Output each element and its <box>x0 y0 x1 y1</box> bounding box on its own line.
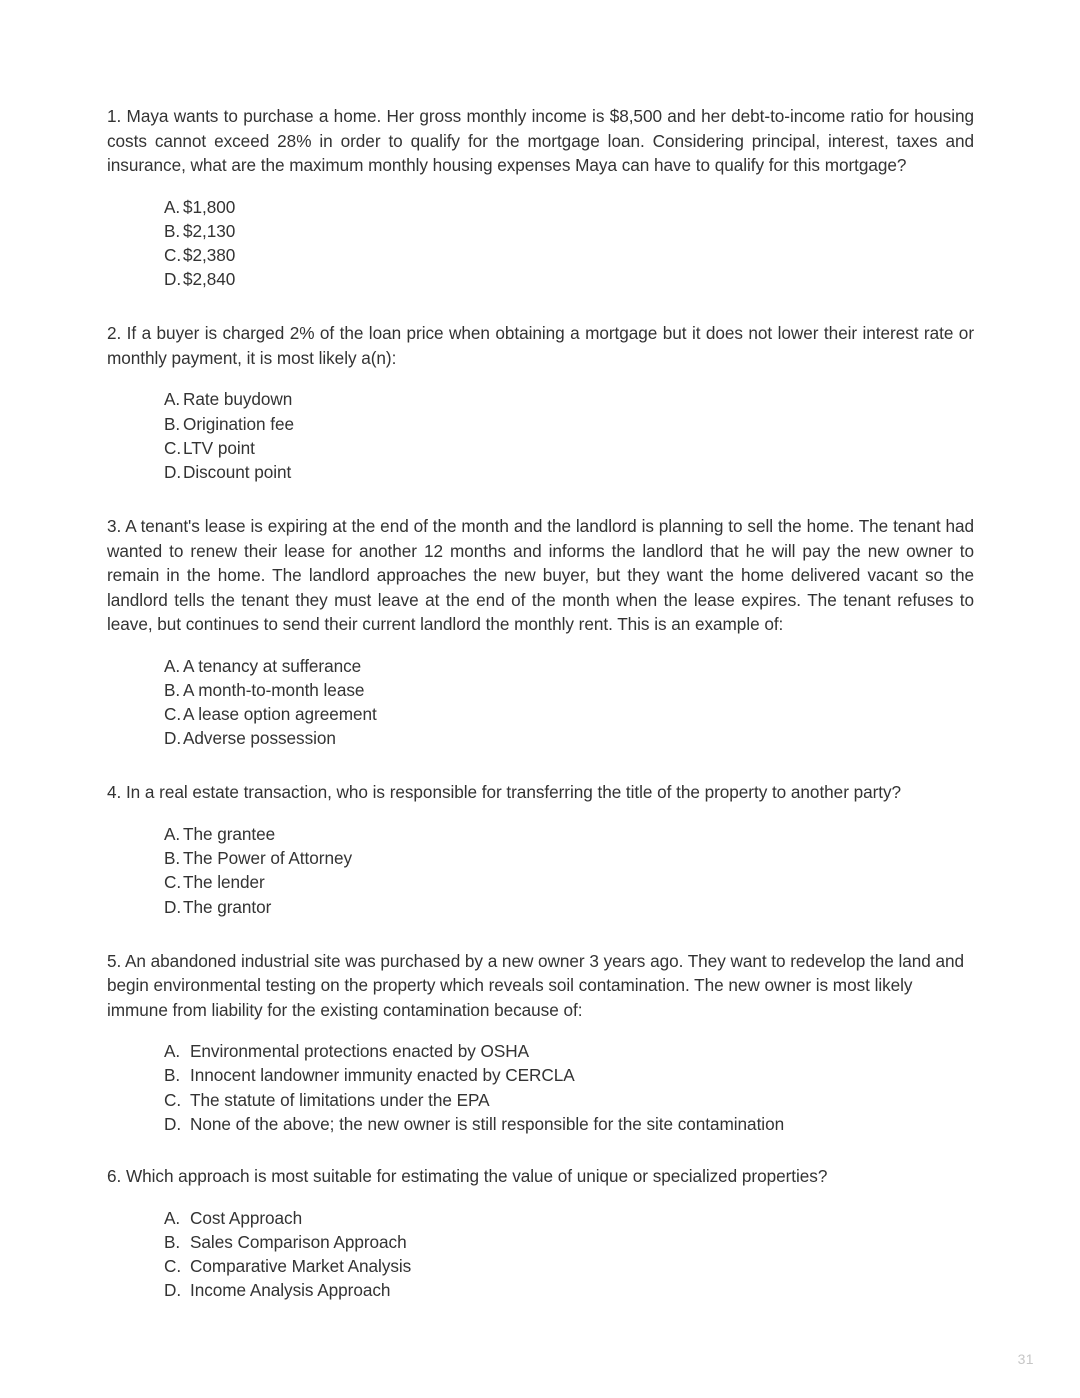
option-text: None of the above; the new owner is still responsible for the site contamination <box>190 1113 785 1134</box>
question-text-4: 4. In a real estate transaction, who is responsible for transferring the title of the property to another party? <box>107 782 902 803</box>
answer-option[interactable] <box>164 1230 974 1254</box>
option-text: Rate buydown <box>183 389 293 410</box>
question-block-2 <box>107 321 974 484</box>
answer-option[interactable] <box>164 1112 974 1136</box>
questions-container <box>107 104 974 1332</box>
option-letter: A. <box>164 823 181 844</box>
option-letter: A. <box>164 389 181 410</box>
option-text: LTV point <box>183 437 255 458</box>
option-text: The lender <box>183 872 265 893</box>
option-letter: A. <box>164 1207 181 1228</box>
option-letter: C. <box>164 704 182 725</box>
option-letter: D. <box>164 269 182 290</box>
answer-options-1 <box>107 195 974 292</box>
option-letter: B. <box>164 1231 181 1252</box>
question-block-6 <box>107 1164 974 1302</box>
option-letter: B. <box>164 1065 181 1086</box>
answer-option[interactable] <box>164 1278 974 1302</box>
option-letter: C. <box>164 437 182 458</box>
question-block-3 <box>107 514 974 750</box>
answer-option[interactable] <box>164 1063 974 1087</box>
answer-options-6 <box>107 1206 974 1303</box>
option-text: Environmental protections enacted by OSHA <box>190 1041 530 1062</box>
question-text-3: 3. A tenant's lease is expiring at the end of the month and the landlord is planning to sell the home. The tenant had wanted to renew their lease for another 12 months and informs the landlord that he will pay the new owner to remain in the home. The landlord approaches the new buyer, but they want the home delivered vacant so the landlord tells the tenant they must leave at the end of the month when the lease expires. The tenant refuses to leave, but continues to send their current landlord the monthly rent. This is an example of: <box>107 516 974 635</box>
answer-option[interactable] <box>164 702 974 726</box>
option-text: The grantor <box>183 896 272 917</box>
answer-option[interactable] <box>164 822 974 846</box>
question-text-5: 5. An abandoned industrial site was purchased by a new owner 3 years ago. They want to redevelop the land and begin environmental testing on the property which reveals soil contamination. The new owner is most likely immune from liability for the existing contamination because of: <box>107 950 965 1020</box>
option-text: Cost Approach <box>190 1207 303 1228</box>
option-letter: B. <box>164 848 181 869</box>
option-letter: C. <box>164 872 182 893</box>
option-text: The grantee <box>183 823 276 844</box>
option-text: Origination fee <box>183 413 295 434</box>
option-text: A lease option agreement <box>183 704 377 725</box>
option-text: Innocent landowner immunity enacted by CERCLA <box>190 1065 575 1086</box>
answer-option[interactable] <box>164 654 974 678</box>
option-text: A month-to-month lease <box>183 679 365 700</box>
option-letter: C. <box>164 1255 182 1276</box>
option-text: Comparative Market Analysis <box>190 1255 412 1276</box>
option-text: A tenancy at sufferance <box>183 655 362 676</box>
question-block-1 <box>107 104 974 291</box>
option-text: Discount point <box>183 461 292 482</box>
answer-option[interactable] <box>164 870 974 894</box>
option-letter: A. <box>164 1041 181 1062</box>
answer-option[interactable] <box>164 267 974 291</box>
option-text: $2,130 <box>183 220 236 241</box>
question-text-2: 2. If a buyer is charged 2% of the loan price when obtaining a mortgage but it does not lower their interest rate or monthly payment, it is most likely a(n): <box>107 323 974 368</box>
option-letter: A. <box>164 655 181 676</box>
answer-option[interactable] <box>164 1039 974 1063</box>
page-number: 31 <box>1017 1351 1034 1367</box>
option-text: The statute of limitations under the EPA <box>190 1089 490 1110</box>
option-text: $2,380 <box>183 244 236 265</box>
option-text: Income Analysis Approach <box>190 1280 391 1301</box>
option-text: $2,840 <box>183 269 236 290</box>
option-letter: D. <box>164 1280 182 1301</box>
option-letter: C. <box>164 244 182 265</box>
answer-options-2 <box>107 387 974 484</box>
option-letter: B. <box>164 413 181 434</box>
answer-option[interactable] <box>164 219 974 243</box>
question-text-6: 6. Which approach is most suitable for estimating the value of unique or specialized properties? <box>107 1166 828 1187</box>
question-text-1: 1. Maya wants to purchase a home. Her gross monthly income is $8,500 and her debt-to-income ratio for housing costs cannot exceed 28% in order to qualify for the mortgage loan. Considering principal, interest, taxes and insurance, what are the maximum monthly housing expenses Maya can have to qualify for this mortgage? <box>107 106 974 175</box>
answer-option[interactable] <box>164 1088 974 1112</box>
answer-option[interactable] <box>164 436 974 460</box>
answer-options-5 <box>107 1039 974 1136</box>
option-letter: D. <box>164 896 182 917</box>
option-text: Adverse possession <box>183 728 336 749</box>
answer-option[interactable] <box>164 1254 974 1278</box>
option-letter: D. <box>164 1113 182 1134</box>
answer-options-4 <box>107 822 974 919</box>
option-letter: B. <box>164 679 181 700</box>
answer-option[interactable] <box>164 387 974 411</box>
option-letter: D. <box>164 461 182 482</box>
option-letter: B. <box>164 220 181 241</box>
answer-option[interactable] <box>164 846 974 870</box>
answer-option[interactable] <box>164 460 974 484</box>
answer-option[interactable] <box>164 678 974 702</box>
answer-option[interactable] <box>164 1206 974 1230</box>
answer-option[interactable] <box>164 195 974 219</box>
answer-option[interactable] <box>164 895 974 919</box>
option-letter: D. <box>164 728 182 749</box>
option-letter: A. <box>164 196 181 217</box>
option-text: Sales Comparison Approach <box>190 1231 407 1252</box>
option-letter: C. <box>164 1089 182 1110</box>
answer-option[interactable] <box>164 726 974 750</box>
question-block-5 <box>107 949 974 1136</box>
option-text: $1,800 <box>183 196 236 217</box>
answer-options-3 <box>107 654 974 751</box>
answer-option[interactable] <box>164 412 974 436</box>
question-block-4 <box>107 780 974 918</box>
option-text: The Power of Attorney <box>183 848 353 869</box>
answer-option[interactable] <box>164 243 974 267</box>
